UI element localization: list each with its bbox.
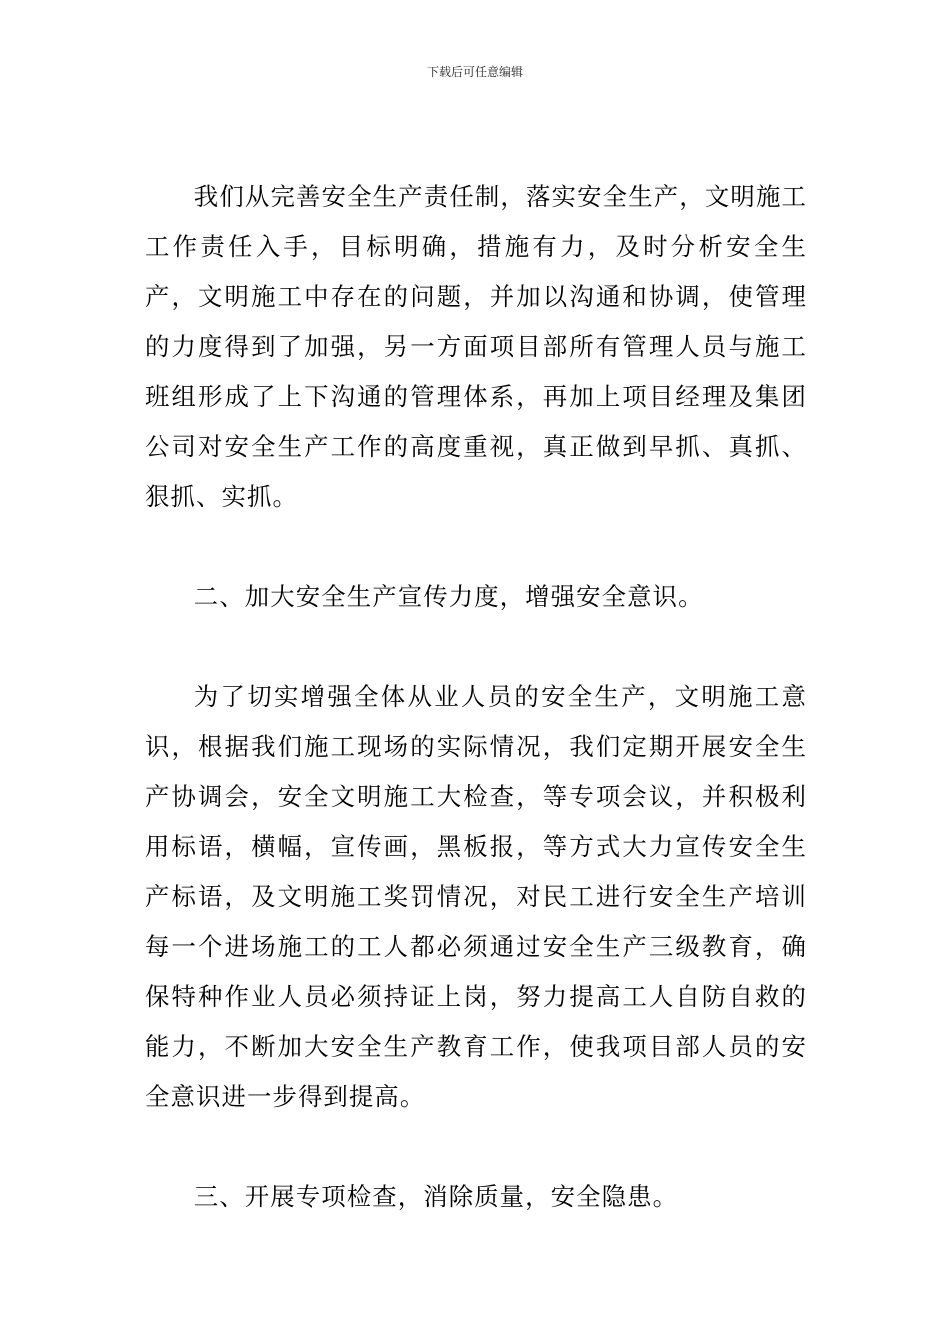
paragraph-gap xyxy=(145,522,807,572)
page-header: 下载后可任意编辑 xyxy=(426,65,523,79)
paragraph-responsibility: 我们从完善安全生产责任制，落实安全生产，文明施工工作责任入手，目标明确，措施有力，及时分析安全生产，文明施工中存在的问题，并加以沟通和协调，使管理的力度得到了加强，另一方面项目部所有管理人员与施工班组形成了上下沟通的管理体系，再加上项目经理及集团公司对安全生产工作的高度重视，真正做到早抓、真抓、狠抓、实抓。 xyxy=(145,182,807,511)
document-body xyxy=(145,172,807,1222)
section-heading-2: 二、加大安全生产宣传力度，增强安全意识。 xyxy=(193,582,704,611)
paragraph-gap xyxy=(145,622,807,672)
paragraph-gap xyxy=(145,1122,807,1172)
paragraph-publicity: 为了切实增强全体从业人员的安全生产，文明施工意识，根据我们施工现场的实际情况，我们定期开展安全生产协调会，安全文明施工大检查，等专项会议，并积极利用标语，横幅，宣传画，黑板报，等方式大力宣传安全生产标语，及文明施工奖罚情况，对民工进行安全生产培训每一个进场施工的工人都必须通过安全生产三级教育，确保特种作业人员必须持证上岗，努力提高工人自防自救的能力，不断加大安全生产教育工作，使我项目部人员的安全意识进一步得到提高。 xyxy=(145,682,807,1111)
section-heading-3: 三、开展专项检查，消除质量，安全隐患。 xyxy=(193,1182,679,1211)
